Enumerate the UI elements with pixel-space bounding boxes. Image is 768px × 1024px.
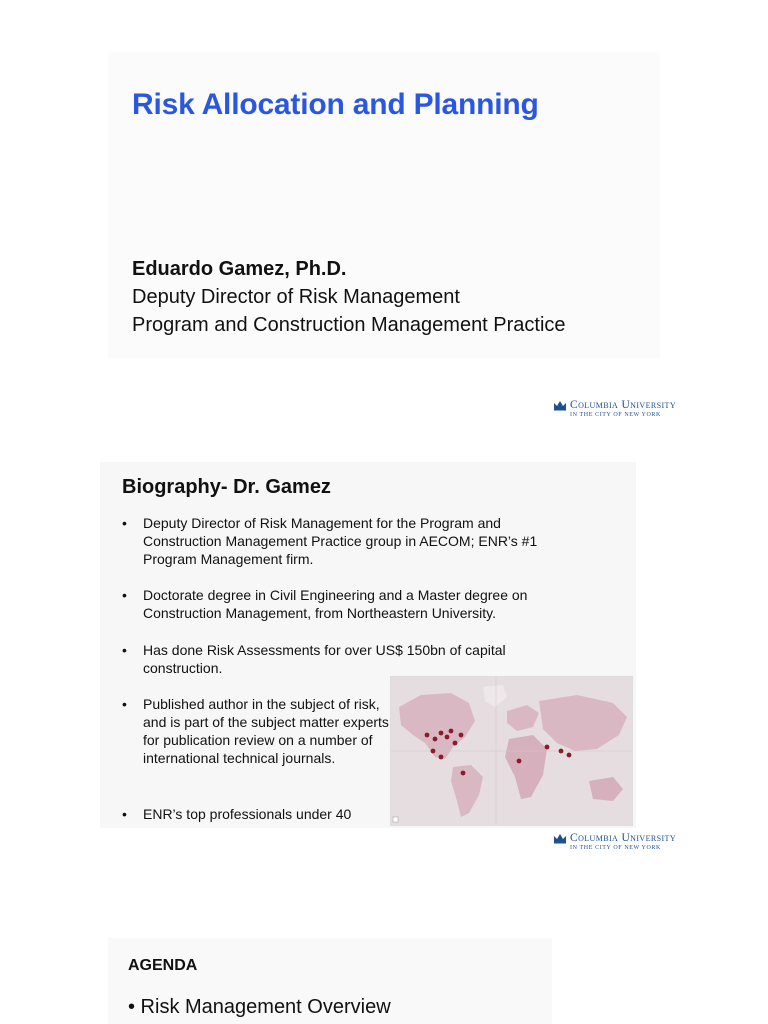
biography-title: Biography- Dr. Gamez [122,476,331,498]
bio-bullet-text: Deputy Director of Risk Management for the Program and Construction Management Practice group in AECOM; ENR’s #1 Program Management firm. [143,515,538,567]
presenter-role: Deputy Director of Risk Management [132,286,460,308]
logo-wordmark: Columbia University [570,399,677,411]
agenda-item: • Risk Management Overview [128,996,391,1018]
world-map-graphic [391,677,632,825]
logo-subtitle: IN THE CITY OF NEW YORK [570,845,661,851]
presenter-name: Eduardo Gamez, Ph.D. [132,258,347,280]
bio-bullet-text: Doctorate degree in Civil Engineering and a Master degree on Construction Management, from Northeastern University. [143,587,528,621]
columbia-logo [553,832,703,856]
bio-bullet-text: Published author in the subject of risk, and is part of the subject matter experts for publication review on a number of international technical journals. [143,696,389,766]
crown-icon [553,399,567,411]
bullet-icon: • [122,587,127,603]
crown-icon [553,832,567,844]
bullet-icon: • [122,642,127,658]
columbia-logo [553,399,703,423]
presenter-practice: Program and Construction Management Practice [132,314,566,336]
world-map-image [390,676,633,826]
bio-bullet-text: Has done Risk Assessments for over US$ 150bn of capital construction. [143,642,506,676]
slide-title: Risk Allocation and Planning [132,88,539,121]
bullet-icon: • [122,515,127,531]
bullet-icon: • [122,696,127,712]
agenda-title: AGENDA [128,957,198,974]
bio-bullet-text: ENR’s top professionals under 40 [143,806,352,822]
logo-wordmark: Columbia University [570,832,677,844]
logo-subtitle: IN THE CITY OF NEW YORK [570,412,661,418]
bullet-icon: • [122,806,127,822]
